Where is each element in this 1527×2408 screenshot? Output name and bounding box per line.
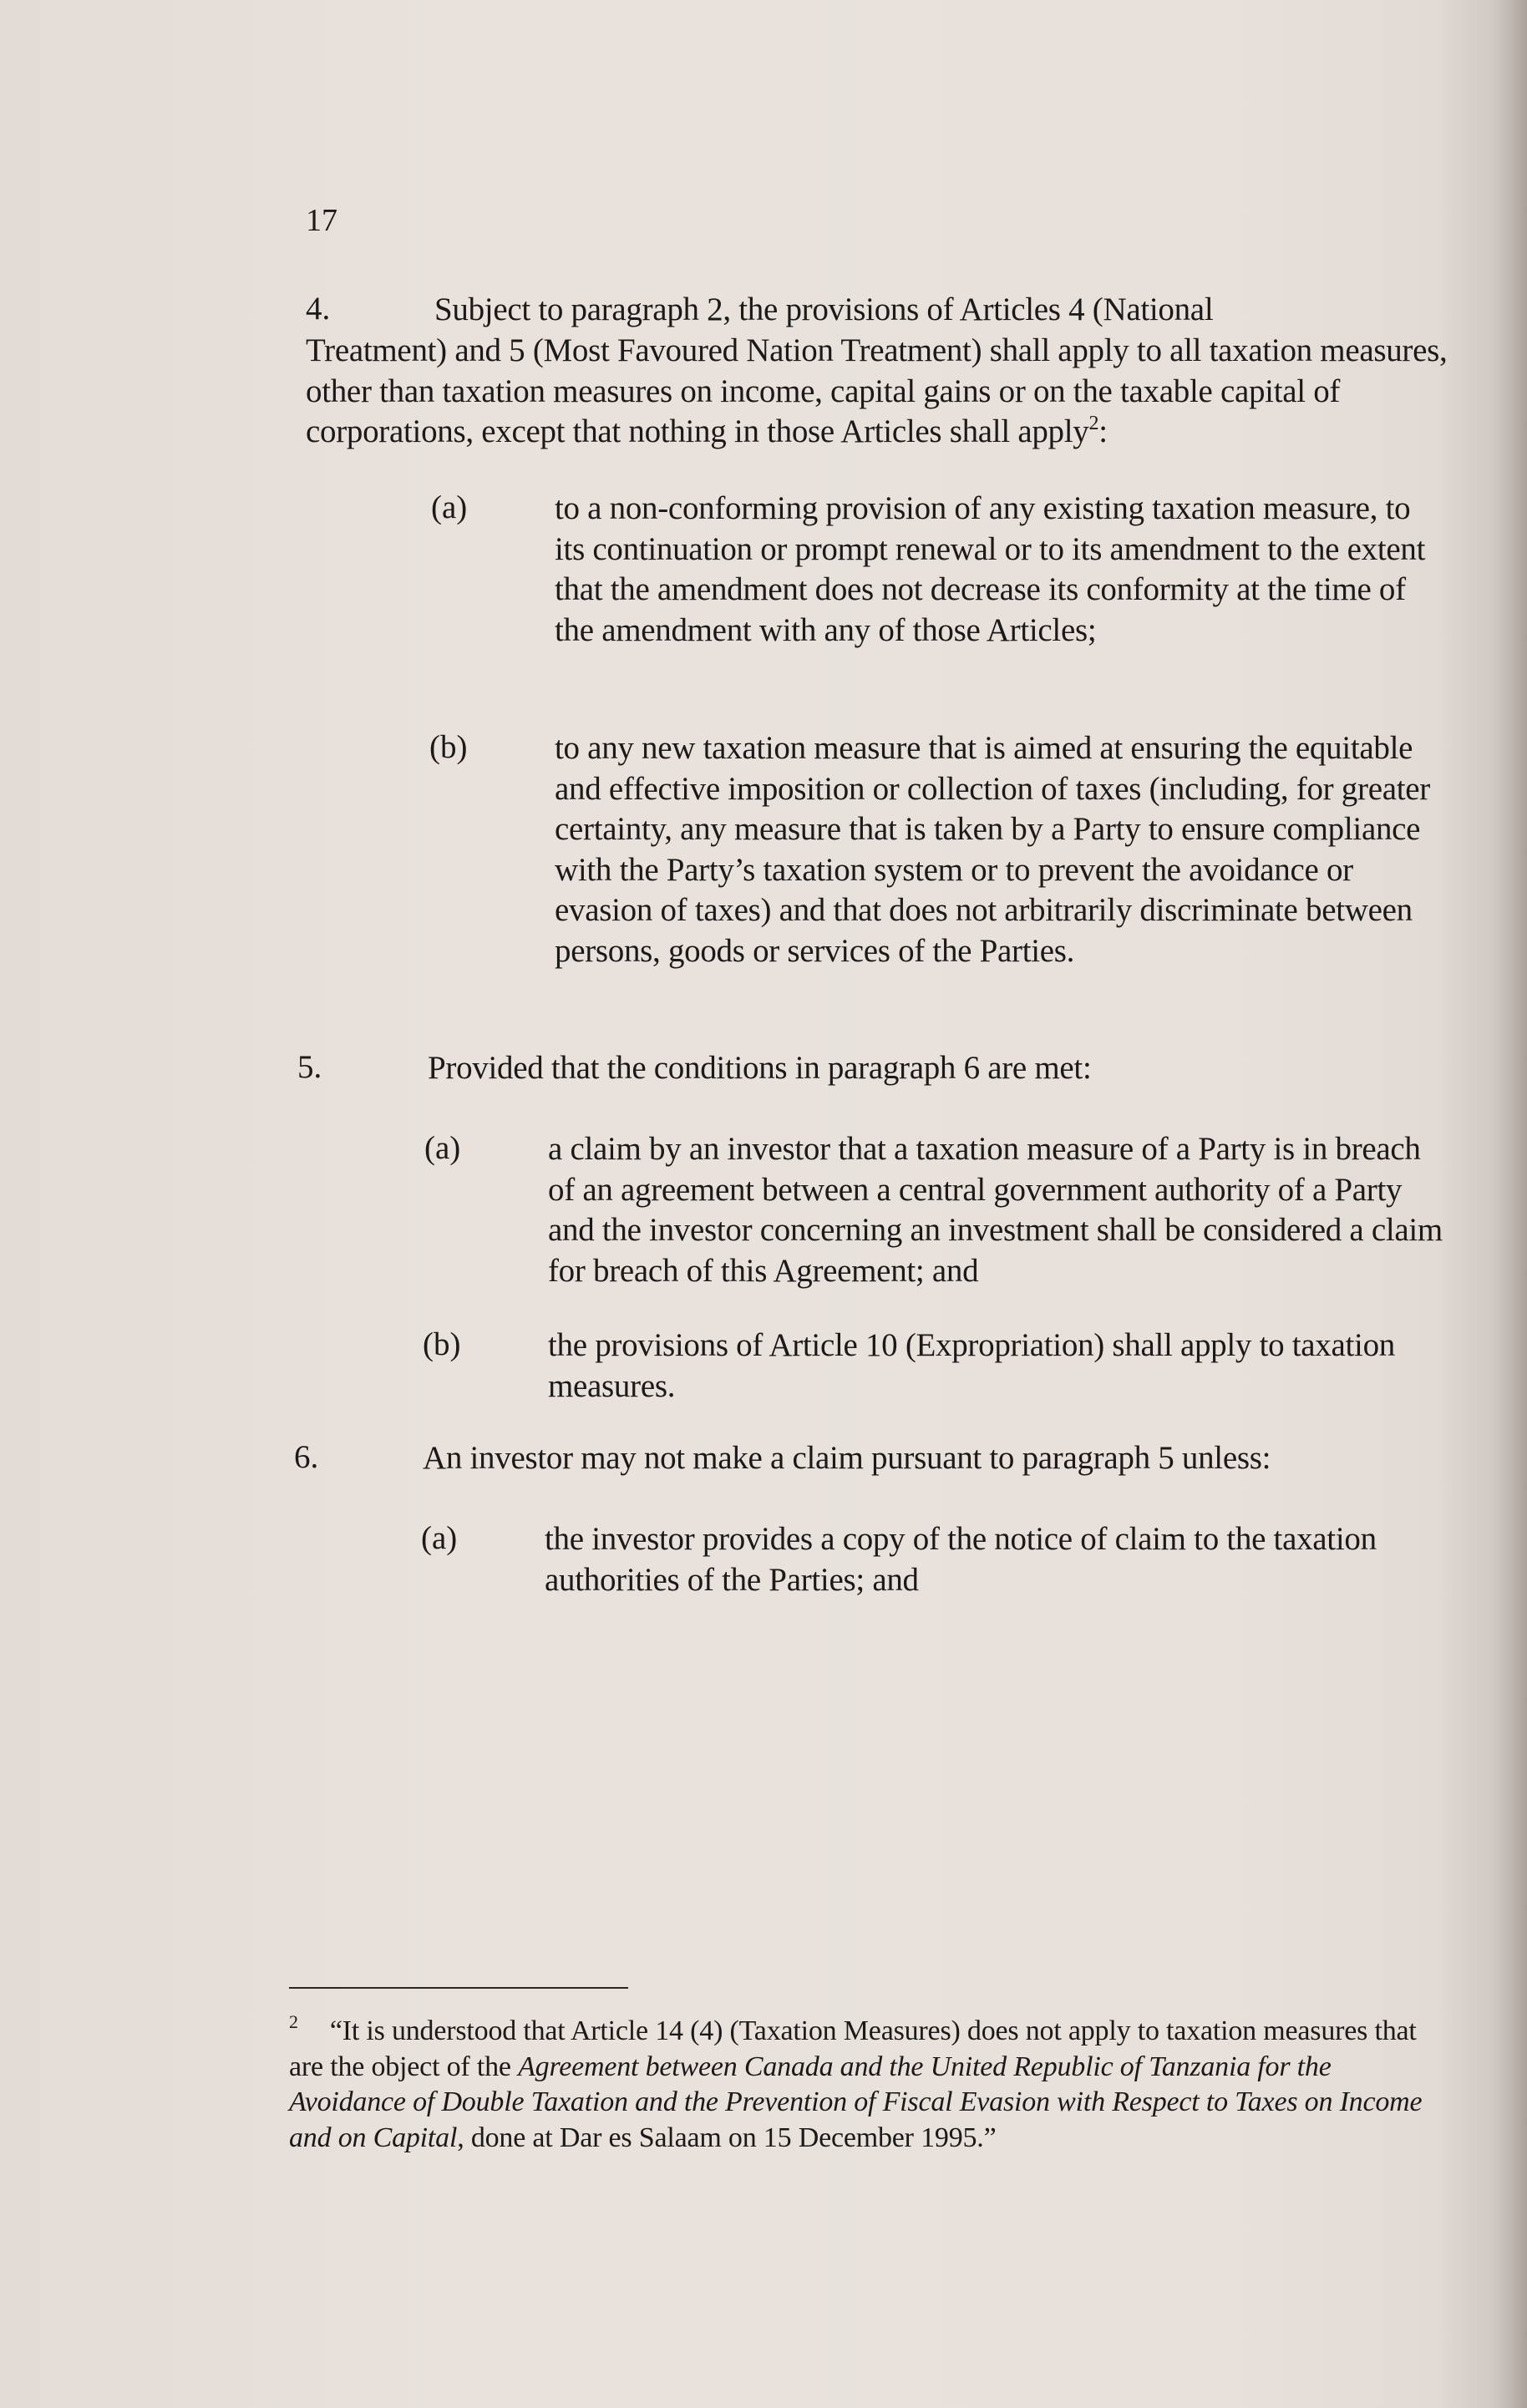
paragraph-4-item-b-label: (b) xyxy=(429,729,468,765)
paragraph-4-text: Treatment) and 5 (Most Favoured Nation Treatment) shall apply to all taxation measures, other than taxation measures on income, capital gains or on the taxable capital of corporations, except that nothing in those Articles shall apply xyxy=(306,332,1448,449)
footnote-agreement-title: Agreement between Canada and the United Republic of Tanzania for the Avoidance of Double Taxation and the Prevention of Fiscal Evasion with Respect to Taxes on Income and on Capital xyxy=(289,2051,1423,2153)
paragraph-4-number: 4. xyxy=(306,291,331,327)
paragraph-4-first-line: Subject to paragraph 2, the provisions of Articles 4 (National xyxy=(434,291,1214,327)
paragraph-5-item-b-label: (b) xyxy=(423,1326,461,1362)
paragraph-4-tail: : xyxy=(1098,413,1108,449)
page-edge-shadow xyxy=(1494,0,1527,2408)
paragraph-6-text: An investor may not make a claim pursuant to paragraph 5 unless: xyxy=(423,1440,1271,1476)
paragraph-5-item-a-text: a claim by an investor that a taxation measure of a Party is in breach of an agreement between a central government authority of a Party and the investor concerning an investment shall be considered a claim for breach of this Agreement; and xyxy=(548,1131,1443,1289)
paragraph-5-item-b-text: the provisions of Article 10 (Expropriation) shall apply to taxation measures. xyxy=(548,1327,1395,1404)
footnote-reference: 2 xyxy=(1088,413,1099,434)
paragraph-4-body xyxy=(306,331,1459,453)
footnote xyxy=(289,2005,1425,2156)
paragraph-4-item-a-label: (a) xyxy=(431,489,468,525)
page-number: 17 xyxy=(306,203,337,238)
paragraph-6-item-a-label: (a) xyxy=(421,1520,458,1556)
paragraph-5-text: Provided that the conditions in paragraph 6 are met: xyxy=(428,1050,1092,1086)
paragraph-6-number: 6. xyxy=(294,1439,319,1475)
paragraph-5-item-a-label: (a) xyxy=(424,1130,461,1166)
paragraph-5-number: 5. xyxy=(297,1049,322,1085)
paragraph-4-item-b-text: to any new taxation measure that is aimed at ensuring the equitable and effective imposition or collection of taxes (including, for greater certainty, any measure that is taken by a Party to ensure compliance with the Party’s taxation system or to prevent the avoidance or evasion of taxes) and that does not arbitrarily discriminate between persons, goods or services of the Parties. xyxy=(555,730,1430,969)
footnote-mark: 2 xyxy=(289,2011,298,2032)
footnote-text-end: , done at Dar es Salaam on 15 December 1995.” xyxy=(457,2122,997,2153)
paragraph-4-item-a-text: to a non-conforming provision of any existing taxation measure, to its continuation or prompt renewal or to its amendment to the extent that the amendment does not decrease its conformity at the time of the amendment with any of those Articles; xyxy=(555,490,1426,648)
footnote-divider xyxy=(289,1987,628,1989)
paragraph-6-item-a-text: the investor provides a copy of the notice of claim to the taxation authorities of the Parties; and xyxy=(545,1521,1377,1598)
footnote-text-start: “It is understood that Article 14 (4) (Taxation Measures) does not apply to taxation measures that are the object of the xyxy=(289,2015,1417,2082)
